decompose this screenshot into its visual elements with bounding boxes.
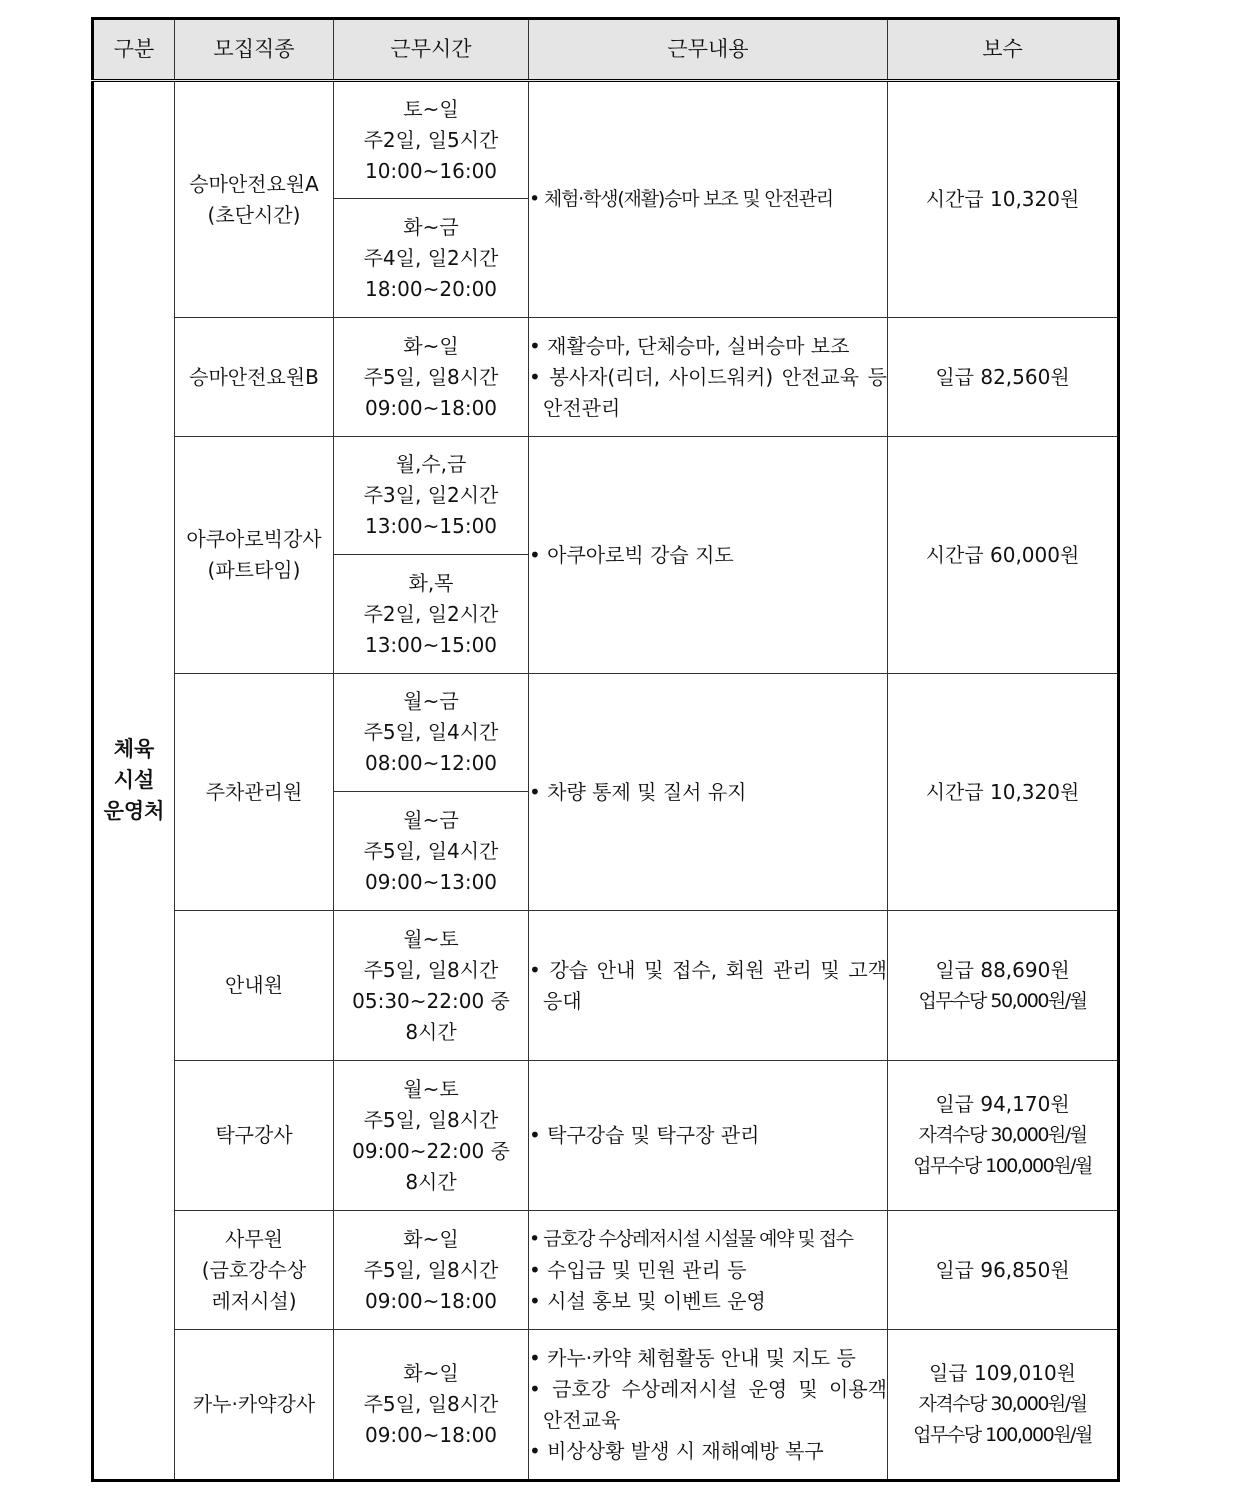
duty-cell: • 탁구강습 및 탁구장 관리 xyxy=(529,1061,888,1211)
schedule-cell: 월~토 주5일, 일8시간 05:30~22:00 중 8시간 xyxy=(334,911,529,1061)
table-row xyxy=(93,1061,1119,1211)
schedule-cell: 월~금 주5일, 일4시간 08:00~12:00 xyxy=(334,674,529,792)
job-cell: 주차관리원 xyxy=(175,674,334,911)
duty-cell: • 카누·카약 체험활동 안내 및 지도 등 • 금호강 수상레저시설 운영 및 이용객 안전교육 • 비상상황 발생 시 재해예방 복구 xyxy=(529,1330,888,1481)
pay-cell: 일급 109,010원 자격수당 30,000원/월 업무수당 100,000원/월 xyxy=(888,1330,1119,1481)
header-job-type: 모집직종 xyxy=(175,19,334,81)
header-category: 구분 xyxy=(93,19,175,81)
schedule-cell: 월,수,금 주3일, 일2시간 13:00~15:00 xyxy=(334,437,529,555)
duty-cell: • 체험·학생(재활)승마 보조 및 안전관리 xyxy=(529,81,888,318)
duty-cell: • 아쿠아로빅 강습 지도 xyxy=(529,437,888,674)
schedule-cell: 화~일 주5일, 일8시간 09:00~18:00 xyxy=(334,1211,529,1330)
job-cell: 안내원 xyxy=(175,911,334,1061)
header-work-content: 근무내용 xyxy=(529,19,888,81)
schedule-cell: 화~금 주4일, 일2시간 18:00~20:00 xyxy=(334,199,529,318)
job-cell: 승마안전요원A (초단시간) xyxy=(175,81,334,318)
duty-cell: • 차량 통제 및 질서 유지 xyxy=(529,674,888,911)
pay-cell: 일급 94,170원 자격수당 30,000원/월 업무수당 100,000원/월 xyxy=(888,1061,1119,1211)
job-cell: 사무원 (금호강수상 레저시설) xyxy=(175,1211,334,1330)
table-row xyxy=(93,437,1119,555)
schedule-cell: 월~금 주5일, 일4시간 09:00~13:00 xyxy=(334,792,529,911)
table-row xyxy=(93,1211,1119,1330)
schedule-cell: 토~일 주2일, 일5시간 10:00~16:00 xyxy=(334,81,529,199)
pay-cell: 일급 96,850원 xyxy=(888,1211,1119,1330)
schedule-cell: 화,목 주2일, 일2시간 13:00~15:00 xyxy=(334,555,529,674)
pay-cell: 일급 88,690원 업무수당 50,000원/월 xyxy=(888,911,1119,1061)
duty-cell: • 금호강 수상레저시설 시설물 예약 및 접수 • 수입금 및 민원 관리 등 • 시설 홍보 및 이벤트 운영 xyxy=(529,1211,888,1330)
schedule-cell: 월~토 주5일, 일8시간 09:00~22:00 중 8시간 xyxy=(334,1061,529,1211)
duty-cell: • 강습 안내 및 접수, 회원 관리 및 고객 응대 xyxy=(529,911,888,1061)
pay-cell: 시간급 10,320원 xyxy=(888,81,1119,318)
duty-cell: • 재활승마, 단체승마, 실버승마 보조 • 봉사자(리더, 사이드워커) 안전교육 등 안전관리 xyxy=(529,318,888,437)
schedule-cell: 화~일 주5일, 일8시간 09:00~18:00 xyxy=(334,318,529,437)
table-row xyxy=(93,1330,1119,1481)
table-row xyxy=(93,911,1119,1061)
job-cell: 아쿠아로빅강사 (파트타임) xyxy=(175,437,334,674)
job-cell: 카누·카약강사 xyxy=(175,1330,334,1481)
schedule-cell: 화~일 주5일, 일8시간 09:00~18:00 xyxy=(334,1330,529,1481)
header-pay: 보수 xyxy=(888,19,1119,81)
pay-cell: 시간급 60,000원 xyxy=(888,437,1119,674)
table-header-row xyxy=(93,19,1119,81)
table-row xyxy=(93,81,1119,199)
table-row xyxy=(93,318,1119,437)
pay-cell: 시간급 10,320원 xyxy=(888,674,1119,911)
job-cell: 탁구강사 xyxy=(175,1061,334,1211)
header-work-hours: 근무시간 xyxy=(334,19,529,81)
department-cell: 체육 시설 운영처 xyxy=(93,81,175,1481)
job-cell: 승마안전요원B xyxy=(175,318,334,437)
pay-cell: 일급 82,560원 xyxy=(888,318,1119,437)
recruitment-table xyxy=(91,17,1120,1482)
table-row xyxy=(93,674,1119,792)
